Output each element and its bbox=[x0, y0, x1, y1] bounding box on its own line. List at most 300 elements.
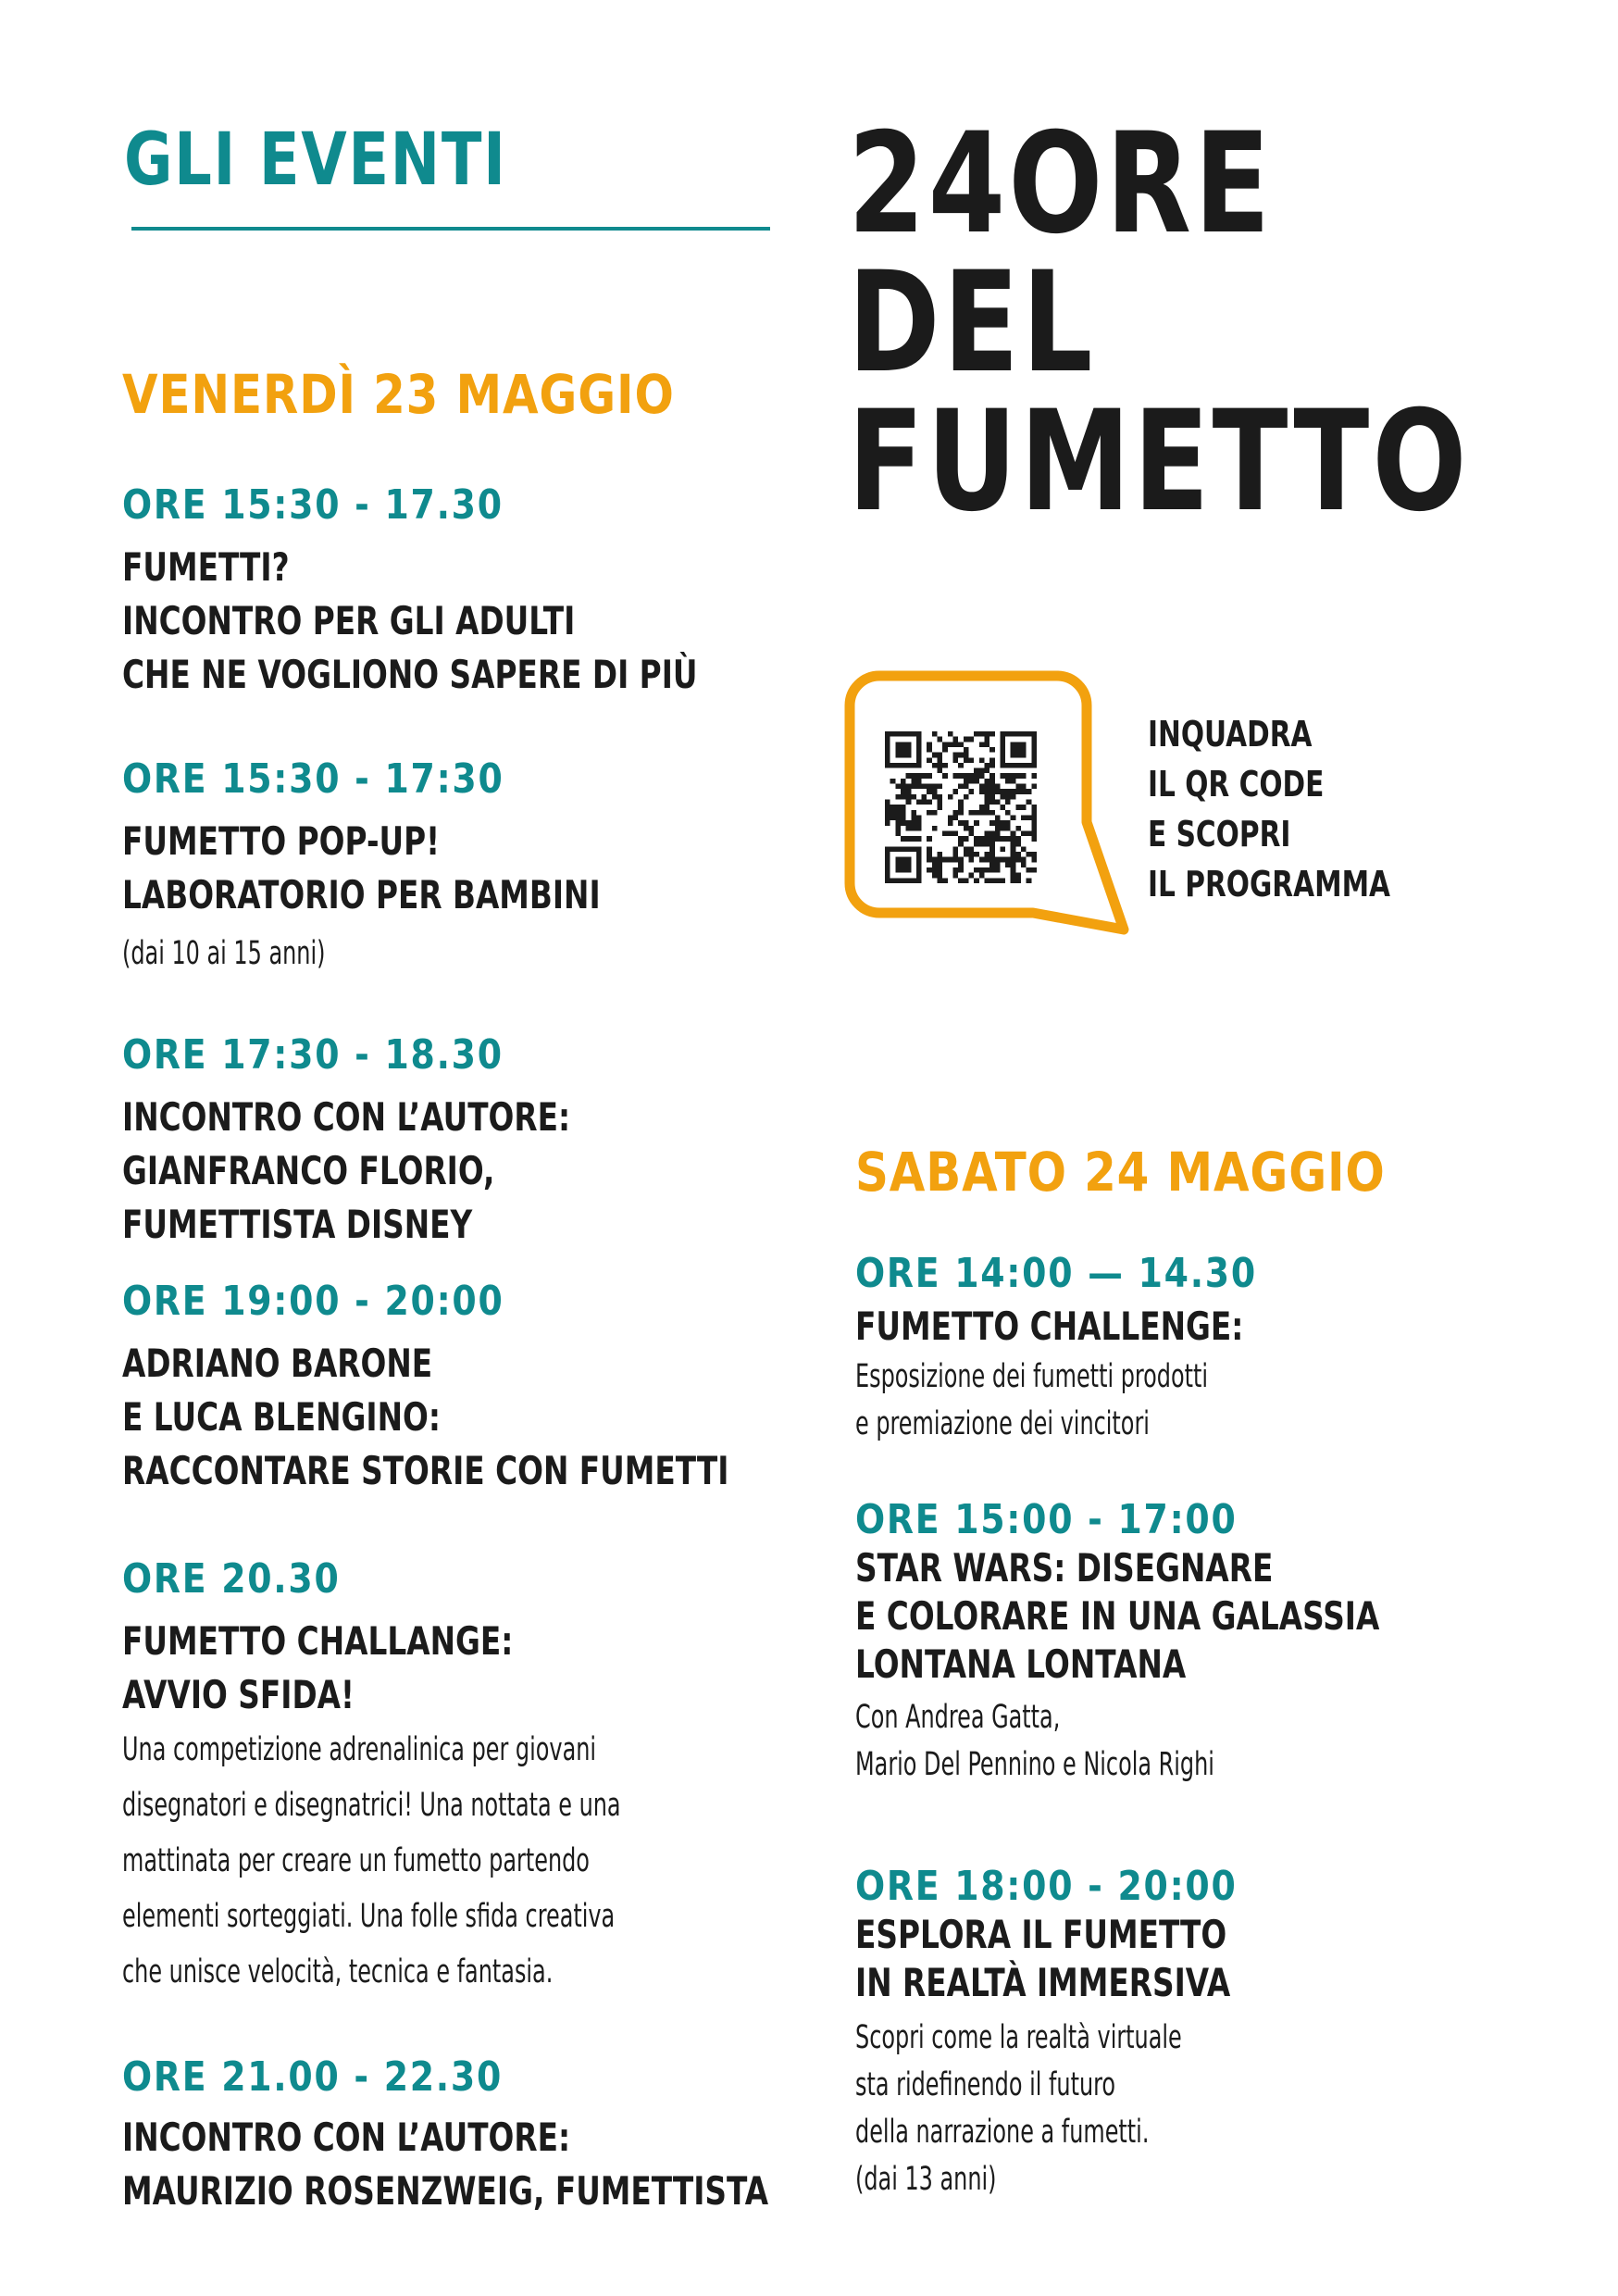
qr-module bbox=[932, 731, 938, 737]
qr-module bbox=[911, 810, 916, 816]
qr-module bbox=[1000, 757, 1005, 763]
qr-module bbox=[1031, 810, 1037, 816]
qr-module bbox=[995, 784, 1001, 790]
qr-module bbox=[1031, 826, 1037, 831]
qr-module bbox=[916, 826, 922, 831]
qr-module bbox=[1011, 878, 1016, 883]
qr-module bbox=[901, 805, 906, 810]
qr-module bbox=[1021, 815, 1027, 820]
qr-module bbox=[979, 731, 985, 737]
event-time: ORE 14:00 — 14.30 bbox=[855, 1250, 1257, 1297]
qr-module bbox=[906, 731, 912, 737]
qr-module bbox=[1005, 820, 1011, 826]
qr-module bbox=[1011, 846, 1016, 852]
qr-module bbox=[964, 878, 969, 883]
qr-module bbox=[906, 862, 912, 867]
qr-module bbox=[1021, 789, 1027, 794]
event-time: ORE 15:00 - 17:00 bbox=[855, 1496, 1238, 1543]
qr-module bbox=[974, 768, 979, 774]
qr-module bbox=[932, 794, 938, 800]
qr-module bbox=[984, 779, 989, 784]
qr-module bbox=[895, 862, 901, 867]
qr-module bbox=[1027, 763, 1032, 768]
qr-module bbox=[1031, 747, 1037, 753]
qr-module bbox=[942, 747, 948, 753]
qr-module bbox=[1005, 794, 1011, 800]
qr-module bbox=[1027, 830, 1032, 836]
qr-module bbox=[1000, 836, 1005, 842]
qr-module bbox=[989, 784, 995, 790]
qr-module bbox=[890, 815, 896, 820]
qr-module bbox=[984, 836, 989, 842]
qr-module bbox=[906, 826, 912, 831]
qr-module bbox=[906, 747, 912, 753]
qr-module bbox=[953, 867, 959, 873]
qr-module bbox=[901, 747, 906, 753]
qr-module bbox=[901, 862, 906, 867]
qr-module bbox=[984, 830, 989, 836]
qr-module bbox=[932, 826, 938, 831]
qr-module bbox=[895, 857, 901, 863]
qr-module bbox=[1005, 789, 1011, 794]
qr-module bbox=[1031, 731, 1037, 737]
qr-module bbox=[916, 815, 922, 820]
qr-module bbox=[1021, 862, 1027, 867]
qr-module bbox=[953, 846, 959, 852]
qr-module bbox=[885, 815, 890, 820]
qr-module bbox=[1021, 763, 1027, 768]
qr-module bbox=[922, 773, 927, 779]
qr-module bbox=[968, 826, 974, 831]
qr-module bbox=[989, 846, 995, 852]
qr-module bbox=[938, 805, 943, 810]
qr-module bbox=[927, 773, 932, 779]
qr-module bbox=[901, 731, 906, 737]
qr-module bbox=[916, 862, 922, 867]
qr-module bbox=[1000, 789, 1005, 794]
qr-module bbox=[989, 810, 995, 816]
qr-module bbox=[916, 763, 922, 768]
qr-module bbox=[938, 857, 943, 863]
qr-module bbox=[895, 747, 901, 753]
qr-module bbox=[948, 731, 953, 737]
qr-module bbox=[911, 773, 916, 779]
qr-module bbox=[958, 836, 964, 842]
qr-module bbox=[916, 731, 922, 737]
qr-module bbox=[1031, 820, 1037, 826]
qr-module bbox=[964, 846, 969, 852]
qr-module bbox=[895, 820, 901, 826]
qr-module bbox=[953, 742, 959, 747]
qr-module bbox=[916, 747, 922, 753]
qr-instructions: INQUADRA IL QR CODE E SCOPRI IL PROGRAMMA bbox=[1148, 714, 1391, 905]
event-title: FUMETTO CHALLANGE: AVVIO SFIDA! bbox=[122, 1618, 514, 1717]
qr-module bbox=[906, 836, 912, 842]
qr-module bbox=[1015, 873, 1021, 879]
qr-module bbox=[942, 878, 948, 883]
qr-module bbox=[1031, 763, 1037, 768]
qr-module bbox=[916, 836, 922, 842]
qr-module bbox=[890, 779, 896, 784]
qr-module bbox=[958, 867, 964, 873]
qr-module bbox=[989, 794, 995, 800]
qr-module bbox=[1021, 773, 1027, 779]
qr-module bbox=[1011, 747, 1016, 753]
qr-module bbox=[964, 794, 969, 800]
event-description: Con Andrea Gatta, Mario Del Pennino e Nicola Righi bbox=[855, 1699, 1214, 1783]
qr-module bbox=[901, 794, 906, 800]
qr-module bbox=[885, 737, 890, 742]
qr-module bbox=[984, 731, 989, 737]
qr-module bbox=[938, 737, 943, 742]
qr-module bbox=[964, 779, 969, 784]
qr-module bbox=[1005, 826, 1011, 831]
qr-module bbox=[938, 757, 943, 763]
qr-module bbox=[1000, 820, 1005, 826]
qr-module bbox=[1005, 836, 1011, 842]
qr-module bbox=[1000, 763, 1005, 768]
qr-module bbox=[932, 867, 938, 873]
qr-module bbox=[964, 753, 969, 758]
qr-module bbox=[1000, 747, 1005, 753]
qr-module bbox=[984, 878, 989, 883]
qr-module bbox=[1011, 773, 1016, 779]
qr-module bbox=[1021, 753, 1027, 758]
qr-module bbox=[1021, 731, 1027, 737]
qr-module bbox=[927, 800, 932, 805]
qr-module bbox=[885, 753, 890, 758]
qr-module bbox=[938, 784, 943, 790]
qr-module bbox=[927, 784, 932, 790]
event-time: ORE 19:00 - 20:00 bbox=[122, 1278, 504, 1325]
qr-module bbox=[1031, 852, 1037, 857]
qr-module bbox=[958, 763, 964, 768]
qr-module bbox=[968, 830, 974, 836]
qr-module bbox=[932, 857, 938, 863]
qr-module bbox=[1015, 742, 1021, 747]
event-title: ADRIANO BARONE E LUCA BLENGINO: RACCONTARE STORIE CON FUMETTI bbox=[122, 1341, 729, 1493]
qr-module bbox=[989, 830, 995, 836]
qr-module bbox=[911, 826, 916, 831]
qr-module bbox=[1000, 773, 1005, 779]
qr-module bbox=[958, 753, 964, 758]
qr-module bbox=[901, 867, 906, 873]
qr-module bbox=[1011, 815, 1016, 820]
qr-module bbox=[906, 753, 912, 758]
qr-module bbox=[953, 873, 959, 879]
qr-module bbox=[1000, 753, 1005, 758]
qr-module bbox=[942, 763, 948, 768]
qr-module bbox=[989, 852, 995, 857]
qr-module bbox=[974, 878, 979, 883]
qr-module bbox=[916, 857, 922, 863]
qr-module bbox=[989, 862, 995, 867]
qr-module bbox=[932, 862, 938, 867]
qr-module bbox=[885, 757, 890, 763]
header-divider bbox=[131, 227, 770, 231]
qr-module bbox=[1031, 805, 1037, 810]
qr-module bbox=[989, 789, 995, 794]
qr-module bbox=[932, 763, 938, 768]
main-title: 24ORE DEL FUMETTO bbox=[848, 104, 1470, 543]
qr-module bbox=[927, 757, 932, 763]
qr-module bbox=[953, 815, 959, 820]
qr-module bbox=[968, 852, 974, 857]
qr-module bbox=[968, 737, 974, 742]
qr-module bbox=[927, 852, 932, 857]
qr-module bbox=[938, 867, 943, 873]
event-description: Una competizione adrenalinica per giovani disegnatori e disegnatrici! Una nottata e una mattinata per creare un fumetto partendo elementi sorteggiati. Una folle sfida creativa che unisce velocità, tecnica e fantasia. bbox=[122, 1731, 621, 1990]
qr-module bbox=[938, 763, 943, 768]
qr-module bbox=[984, 763, 989, 768]
qr-module bbox=[953, 852, 959, 857]
qr-module bbox=[984, 805, 989, 810]
qr-module bbox=[974, 731, 979, 737]
qr-module bbox=[958, 805, 964, 810]
qr-module bbox=[885, 878, 890, 883]
qr-module bbox=[890, 846, 896, 852]
qr-module bbox=[984, 784, 989, 790]
qr-module bbox=[974, 820, 979, 826]
qr-module bbox=[885, 800, 890, 805]
qr-module bbox=[989, 836, 995, 842]
qr-module bbox=[885, 852, 890, 857]
qr-module bbox=[927, 846, 932, 852]
qr-module bbox=[901, 836, 906, 842]
qr-module bbox=[964, 784, 969, 790]
qr-module bbox=[958, 773, 964, 779]
qr-module bbox=[1015, 842, 1021, 847]
qr-module bbox=[953, 830, 959, 836]
qr-module bbox=[1000, 878, 1005, 883]
event-time: ORE 15:30 - 17.30 bbox=[122, 481, 504, 529]
event-time: ORE 17:30 - 18.30 bbox=[122, 1031, 504, 1079]
qr-module bbox=[938, 878, 943, 883]
qr-module bbox=[895, 742, 901, 747]
qr-module bbox=[1015, 753, 1021, 758]
qr-module bbox=[1031, 757, 1037, 763]
qr-module bbox=[1031, 784, 1037, 790]
qr-module bbox=[989, 878, 995, 883]
qr-module bbox=[979, 857, 985, 863]
qr-module bbox=[964, 852, 969, 857]
qr-module bbox=[953, 773, 959, 779]
qr-module bbox=[938, 873, 943, 879]
qr-module bbox=[906, 794, 912, 800]
qr-module bbox=[995, 862, 1001, 867]
qr-module bbox=[1000, 846, 1005, 852]
qr-module bbox=[890, 805, 896, 810]
qr-module bbox=[974, 867, 979, 873]
event-title: FUMETTO POP-UP! LABORATORIO PER BAMBINI bbox=[122, 818, 601, 917]
qr-module bbox=[968, 773, 974, 779]
qr-module bbox=[1011, 753, 1016, 758]
qr-module bbox=[911, 878, 916, 883]
qr-code-icon[interactable] bbox=[885, 731, 1037, 883]
qr-module bbox=[922, 794, 927, 800]
qr-module bbox=[1015, 857, 1021, 863]
qr-module bbox=[1031, 857, 1037, 863]
qr-module bbox=[1000, 731, 1005, 737]
qr-module bbox=[1011, 779, 1016, 784]
qr-module bbox=[922, 800, 927, 805]
qr-module bbox=[984, 768, 989, 774]
qr-module bbox=[938, 862, 943, 867]
qr-module bbox=[942, 830, 948, 836]
qr-module bbox=[995, 820, 1001, 826]
qr-module bbox=[974, 836, 979, 842]
qr-module bbox=[901, 779, 906, 784]
qr-module bbox=[885, 810, 890, 816]
qr-module bbox=[979, 768, 985, 774]
qr-module bbox=[895, 867, 901, 873]
qr-module bbox=[1031, 867, 1037, 873]
qr-module bbox=[911, 784, 916, 790]
qr-module bbox=[932, 873, 938, 879]
qr-module bbox=[964, 826, 969, 831]
qr-module bbox=[958, 820, 964, 826]
qr-module bbox=[984, 867, 989, 873]
qr-module bbox=[989, 779, 995, 784]
qr-module bbox=[1005, 773, 1011, 779]
qr-module bbox=[911, 731, 916, 737]
qr-module bbox=[906, 784, 912, 790]
qr-module bbox=[895, 805, 901, 810]
qr-module bbox=[901, 789, 906, 794]
qr-module bbox=[984, 800, 989, 805]
qr-module bbox=[901, 878, 906, 883]
qr-module bbox=[1000, 826, 1005, 831]
qr-module bbox=[968, 757, 974, 763]
qr-module bbox=[989, 757, 995, 763]
qr-module bbox=[1011, 842, 1016, 847]
qr-module bbox=[901, 784, 906, 790]
qr-module bbox=[968, 789, 974, 794]
qr-module bbox=[979, 789, 985, 794]
qr-module bbox=[948, 815, 953, 820]
qr-module bbox=[1021, 846, 1027, 852]
event-time: ORE 18:00 - 20:00 bbox=[855, 1863, 1238, 1910]
qr-module bbox=[1005, 800, 1011, 805]
qr-module bbox=[916, 757, 922, 763]
qr-module bbox=[1031, 836, 1037, 842]
qr-module bbox=[1031, 737, 1037, 742]
qr-module bbox=[1000, 742, 1005, 747]
qr-module bbox=[1011, 862, 1016, 867]
qr-module bbox=[901, 810, 906, 816]
qr-module bbox=[958, 862, 964, 867]
qr-module bbox=[1015, 852, 1021, 857]
qr-module bbox=[989, 842, 995, 847]
qr-module bbox=[1005, 857, 1011, 863]
qr-module bbox=[995, 836, 1001, 842]
qr-module bbox=[885, 857, 890, 863]
qr-module bbox=[895, 826, 901, 831]
qr-module bbox=[927, 867, 932, 873]
qr-module bbox=[989, 800, 995, 805]
qr-module bbox=[890, 731, 896, 737]
qr-module bbox=[901, 820, 906, 826]
qr-module bbox=[916, 753, 922, 758]
qr-module bbox=[948, 794, 953, 800]
qr-module bbox=[906, 742, 912, 747]
qr-module bbox=[1015, 747, 1021, 753]
qr-module bbox=[911, 846, 916, 852]
qr-module bbox=[1000, 857, 1005, 863]
qr-module bbox=[974, 842, 979, 847]
qr-module bbox=[1031, 753, 1037, 758]
qr-module bbox=[989, 773, 995, 779]
qr-module bbox=[911, 815, 916, 820]
qr-module bbox=[979, 805, 985, 810]
qr-module bbox=[906, 820, 912, 826]
qr-module bbox=[906, 857, 912, 863]
qr-module bbox=[1015, 731, 1021, 737]
qr-module bbox=[1031, 815, 1037, 820]
qr-module bbox=[916, 852, 922, 857]
qr-module bbox=[890, 763, 896, 768]
qr-module bbox=[1027, 731, 1032, 737]
qr-module bbox=[1011, 830, 1016, 836]
qr-module bbox=[942, 742, 948, 747]
qr-module bbox=[906, 878, 912, 883]
qr-module bbox=[979, 810, 985, 816]
qr-module bbox=[1015, 826, 1021, 831]
day-label-friday: VENERDÌ 23 MAGGIO bbox=[122, 363, 675, 426]
qr-module bbox=[989, 867, 995, 873]
event-title: INCONTRO CON L’AUTORE: MAURIZIO ROSENZWEIG, FUMETTISTA bbox=[122, 2115, 769, 2214]
qr-module bbox=[989, 731, 995, 737]
qr-module bbox=[984, 857, 989, 863]
qr-module bbox=[984, 810, 989, 816]
qr-module bbox=[1015, 763, 1021, 768]
qr-module bbox=[995, 826, 1001, 831]
qr-module bbox=[927, 742, 932, 747]
qr-module bbox=[968, 846, 974, 852]
qr-module bbox=[885, 820, 890, 826]
qr-module bbox=[890, 878, 896, 883]
qr-module bbox=[979, 873, 985, 879]
qr-module bbox=[964, 773, 969, 779]
qr-module bbox=[1011, 873, 1016, 879]
qr-module bbox=[1011, 789, 1016, 794]
qr-module bbox=[885, 742, 890, 747]
qr-module bbox=[885, 873, 890, 879]
qr-module bbox=[927, 857, 932, 863]
qr-module bbox=[916, 878, 922, 883]
qr-module bbox=[916, 846, 922, 852]
qr-module bbox=[1027, 789, 1032, 794]
qr-module bbox=[958, 810, 964, 816]
qr-module bbox=[995, 800, 1001, 805]
qr-module bbox=[885, 846, 890, 852]
qr-module bbox=[964, 747, 969, 753]
qr-module bbox=[958, 784, 964, 790]
qr-module bbox=[916, 820, 922, 826]
qr-module bbox=[1015, 789, 1021, 794]
qr-module bbox=[1021, 742, 1027, 747]
qr-module bbox=[895, 846, 901, 852]
qr-module bbox=[958, 842, 964, 847]
qr-module bbox=[895, 830, 901, 836]
qr-module bbox=[953, 757, 959, 763]
qr-module bbox=[964, 757, 969, 763]
qr-module bbox=[958, 800, 964, 805]
qr-module bbox=[989, 857, 995, 863]
qr-module bbox=[927, 747, 932, 753]
qr-module bbox=[968, 779, 974, 784]
qr-module bbox=[938, 794, 943, 800]
